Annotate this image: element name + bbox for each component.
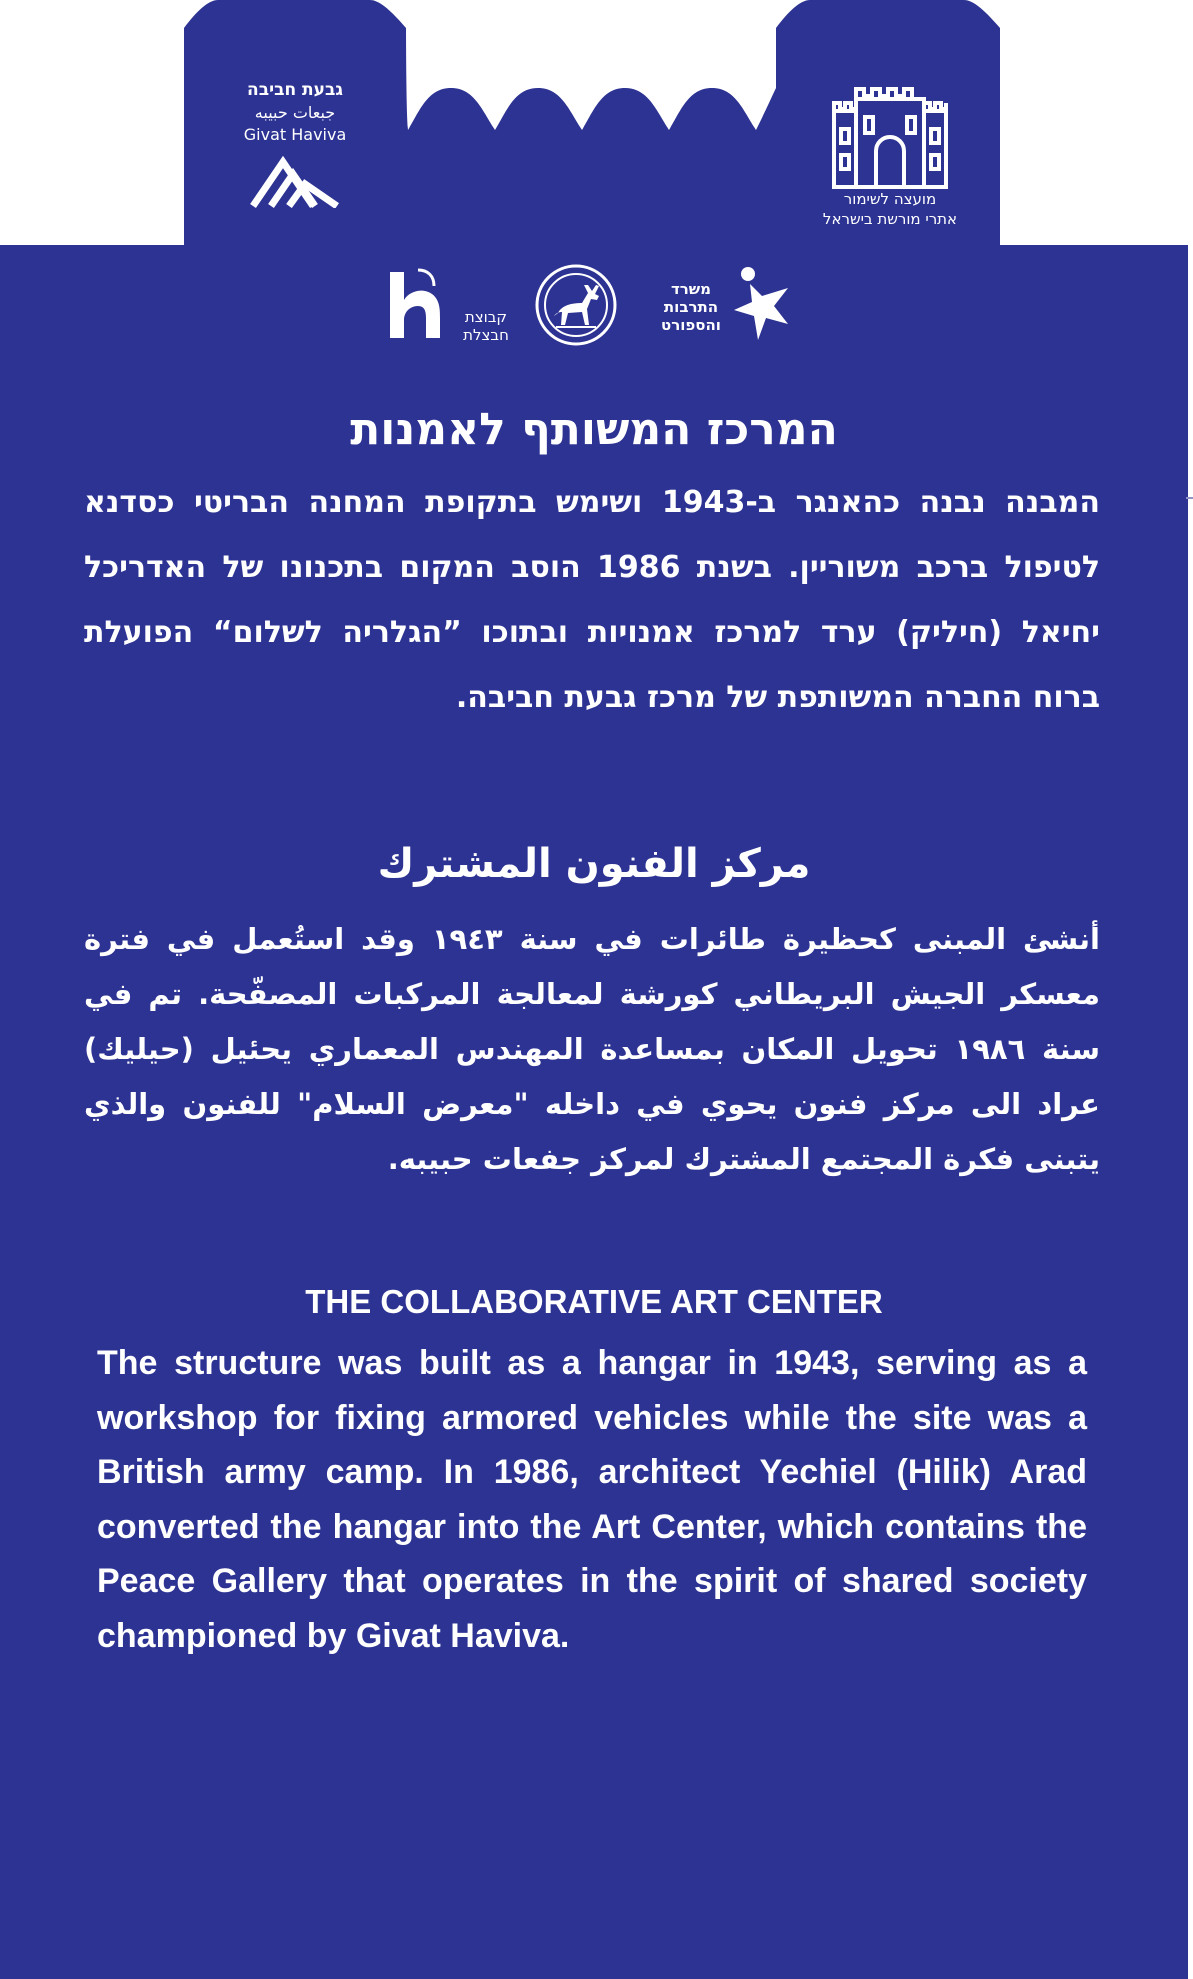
hebrew-title: המרכז המשותף לאמנות (350, 404, 838, 455)
heritage-council-line1: מועצה לשימור (843, 190, 937, 208)
deer-seal-icon (534, 263, 618, 347)
mountain-triangles-icon (249, 156, 341, 208)
star-figure-icon (728, 266, 800, 342)
heritage-council-line2: אתרי מורשת בישראל (822, 210, 958, 228)
h-letter-icon (388, 268, 452, 340)
regional-seal-logo (534, 263, 618, 351)
right-edge-strip (1188, 0, 1193, 1979)
givat-haviva-english-name: Givat Haviva (243, 125, 347, 144)
castle-icon (828, 85, 952, 189)
edge-mark (1186, 497, 1193, 499)
kvutzat-hevtzelet-text: קבוצת חבצלת (463, 308, 509, 344)
hebrew-body-text: המבנה נבנה כהאנגר ב-1943 ושימש בתקופת המחנה הבריטי כסדנא לטיפול ברכב משוריין. בשנת 1986 הוסב המקום בתכנונו של האדריכל יחיאל (חיליק) ערד למרכז אמנויות ובתוכו ”הגלריה לשלום“ הפועלת ברוח החברה המשותפת של מרכז גבעת חביבה. (84, 485, 1101, 715)
english-body-text: The structure was built as a hangar in 1943, serving as a workshop for fixing armored vehicles while the site was a British army camp. In 1986, architect Yechiel (Hilik) Arad converted the hangar into the Art Center, which contains the Peace Gallery that operates in the spirit of shared society championed by Givat Haviva. (97, 1344, 1087, 1655)
givat-haviva-hebrew-name: גבעת חביבה (247, 80, 343, 100)
givat-haviva-arabic-name: جبعات حبيبه (254, 103, 336, 122)
arabic-title: مركز الفنون المشترك (377, 841, 811, 887)
arabic-body-text: أنشئ المبنى كحظيرة طائرات في سنة ١٩٤٣ وقد استُعمل في فترة معسكر الجيش البريطاني كورشة لمعالجة المركبات المصفّحة. تم في سنة ١٩٨٦ تحويل المكان بمساعدة المهندس المعماري يحئيل (حيليك) عراد الى مركز فنون يحوي في داخله "معرض السلام" للفنون والذي يتبنى فكرة المجتمع المشترك لمركز جفعات حبيبه. (84, 922, 1100, 1176)
heritage-council-logo (795, 85, 985, 229)
english-title: THE COLLABORATIVE ART CENTER (305, 1283, 883, 1320)
givat-haviva-logo (230, 78, 360, 208)
ministry-text: משרד התרבות והספורט (661, 280, 721, 334)
kvutzat-hevtzelet-logo (388, 268, 509, 344)
